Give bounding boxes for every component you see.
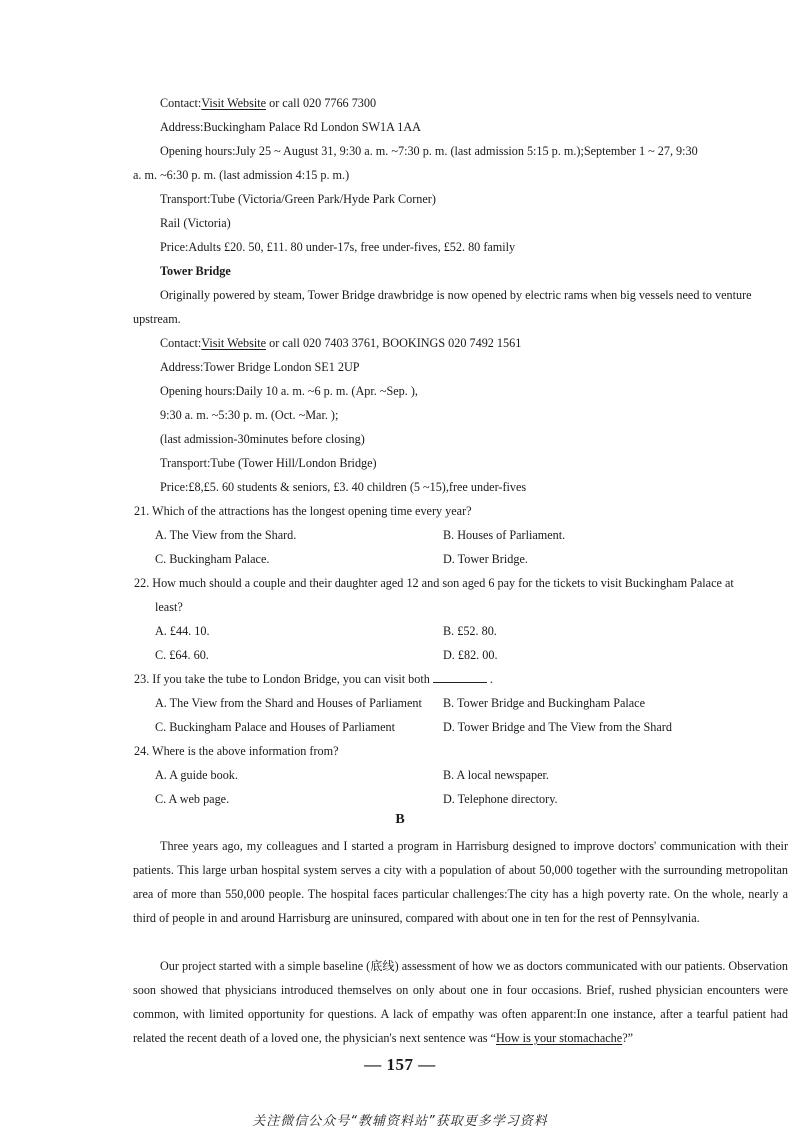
- tower-bridge-opening-hours-2: 9:30 a. m. ~5:30 p. m. (Oct. ~Mar. );: [160, 408, 339, 422]
- passage-paragraph-2: Our project started with a simple baseline (底线) assessment of how we as doctors communicated with our patients. Observation soon showed that physicians introduced themselves on only about one in four occasions. Brief, rushed physician encounters were common, with limited opportunity for questions. A lack of empathy was often apparent:In one instance, after a tearful patient had related the recent death of a loved one, the physician's next sentence was “How is your stomachache?”: [133, 959, 788, 1045]
- q24-option-c: C. A web page.: [155, 792, 230, 806]
- q23-option-b: B. Tower Bridge and Buckingham Palace: [443, 696, 645, 710]
- question-23: 23. If you take the tube to London Bridge, you can visit both .: [134, 672, 493, 686]
- q21-option-d: D. Tower Bridge.: [443, 552, 528, 566]
- q23-option-c: C. Buckingham Palace and Houses of Parliament: [155, 720, 395, 734]
- stomachache-quote: How is your stomachache: [495, 1031, 623, 1045]
- tower-bridge-price: Price:£8,£5. 60 students & seniors, £3. 40 children (5 ~15),free under-fives: [160, 480, 527, 494]
- q21-option-c: C. Buckingham Palace.: [155, 552, 270, 566]
- footer-note: 关注微信公众号“教辅资料站”获取更多学习资料: [252, 1114, 548, 1129]
- q22-option-b: B. £52. 80.: [443, 624, 497, 638]
- buckingham-transport: Transport:Tube (Victoria/Green Park/Hyde Park Corner): [160, 192, 436, 206]
- answer-blank: [433, 671, 487, 683]
- q22-option-c: C. £64. 60.: [155, 648, 209, 662]
- tower-bridge-address: Address:Tower Bridge London SE1 2UP: [160, 360, 360, 374]
- buckingham-address: Address:Buckingham Palace Rd London SW1A 1AA: [160, 120, 421, 134]
- question-22: 22. How much should a couple and their daughter aged 12 and son aged 6 pay for the tickets to visit Buckingham Palace at: [134, 576, 734, 590]
- tower-bridge-contact: Contact:Visit Website or call 020 7403 3761, BOOKINGS 020 7492 1561: [160, 336, 522, 350]
- q21-option-b: B. Houses of Parliament.: [443, 528, 566, 542]
- q24-option-a: A. A guide book.: [155, 768, 238, 782]
- q22-option-a: A. £44. 10.: [155, 624, 210, 638]
- question-21: 21. Which of the attractions has the longest opening time every year?: [134, 504, 472, 518]
- q21-option-a: A. The View from the Shard.: [155, 528, 297, 542]
- buckingham-price: Price:Adults £20. 50, £11. 80 under-17s, free under-fives, £52. 80 family: [160, 240, 516, 254]
- question-22-cont: least?: [155, 600, 183, 614]
- q24-option-b: B. A local newspaper.: [443, 768, 549, 782]
- passage-paragraph-1: Three years ago, my colleagues and I started a program in Harrisburg designed to improve doctors' communication with their patients. This large urban hospital system serves a city with a population of about 50,000 together with the surrounding metropolitan area of more than 550,000 people. The hospital faces particular challenges:The city has a high poverty rate. On the whole, nearly a third of people in and around Harrisburg are uninsured, compared with about one in ten for the rest of Pennsylvania.: [133, 839, 788, 925]
- tower-bridge-opening-hours: Opening hours:Daily 10 a. m. ~6 p. m. (Apr. ~Sep. ),: [160, 384, 418, 398]
- tower-bridge-transport: Transport:Tube (Tower Hill/London Bridge): [160, 456, 377, 470]
- tower-bridge-website-link[interactable]: Visit Website: [201, 336, 267, 350]
- tower-bridge-last-admission: (last admission-30minutes before closing): [160, 432, 365, 446]
- q22-option-d: D. £82. 00.: [443, 648, 498, 662]
- section-b-heading: B: [395, 812, 405, 827]
- tower-bridge-title: Tower Bridge: [160, 264, 231, 278]
- question-24: 24. Where is the above information from?: [134, 744, 339, 758]
- tower-bridge-description: Originally powered by steam, Tower Bridge drawbridge is now opened by electric rams when big vessels need to venture: [160, 288, 752, 302]
- buckingham-opening-hours: Opening hours:July 25 ~ August 31, 9:30 a. m. ~7:30 p. m. (last admission 5:15 p. m.);September 1 ~ 27, 9:30: [160, 144, 698, 158]
- buckingham-rail: Rail (Victoria): [160, 216, 231, 230]
- tower-bridge-description-cont: upstream.: [133, 312, 181, 326]
- q23-option-d: D. Tower Bridge and The View from the Shard: [443, 720, 672, 734]
- q23-option-a: A. The View from the Shard and Houses of Parliament: [155, 696, 422, 710]
- buckingham-website-link[interactable]: Visit Website: [201, 96, 267, 110]
- page-number: — 157 —: [364, 1055, 436, 1074]
- q24-option-d: D. Telephone directory.: [443, 792, 558, 806]
- buckingham-contact: Contact:Visit Website or call 020 7766 7300: [160, 96, 377, 110]
- buckingham-opening-hours-cont: a. m. ~6:30 p. m. (last admission 4:15 p. m.): [133, 168, 350, 182]
